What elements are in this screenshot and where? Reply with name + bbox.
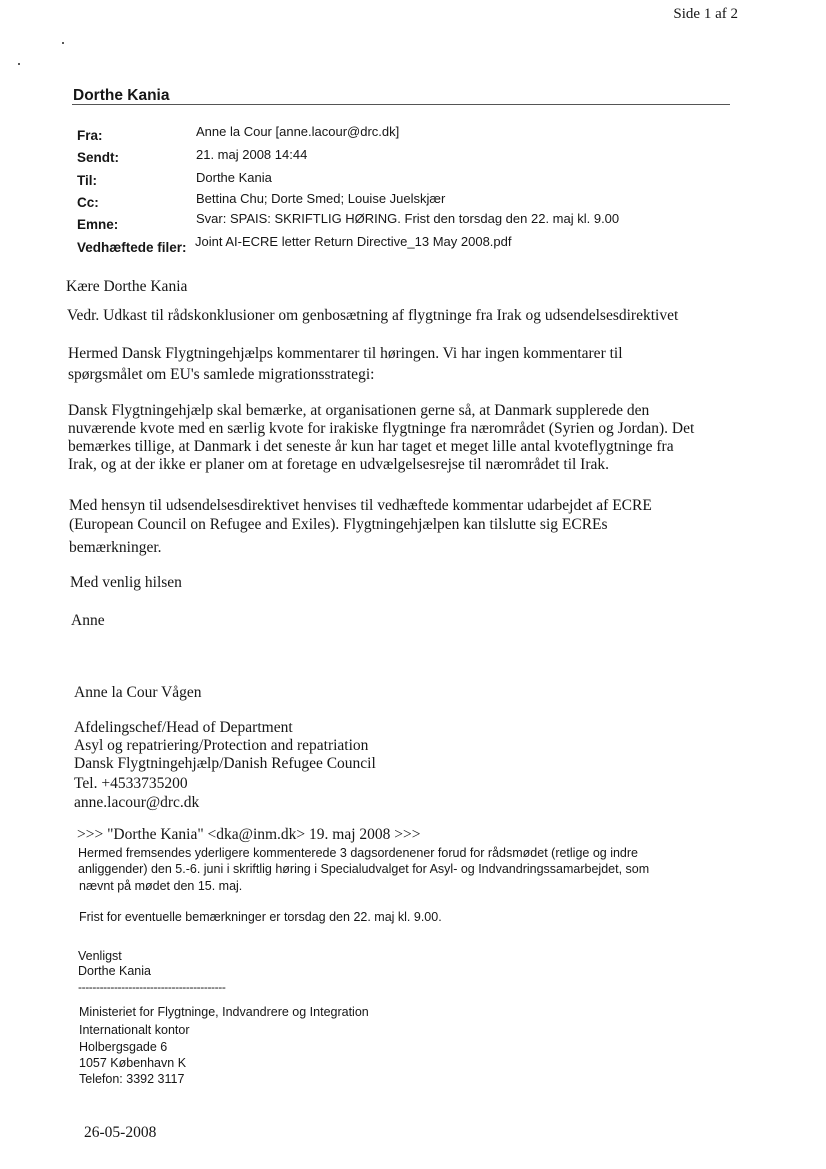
attachments-value: Joint AI-ECRE letter Return Directive_13 May 2008.pdf xyxy=(195,234,512,249)
to-label: Til: xyxy=(77,173,97,188)
subject-line: Vedr. Udkast til rådskonklusioner om genbosætning af flygtninge fra Irak og udsendelsesdirektivet xyxy=(67,307,679,324)
first-name: Anne xyxy=(71,612,105,629)
paragraph-line: nuværende kvote med en særlig kvote for irakiske flygtninge fra nærområdet (Syrien og Jordan). Det xyxy=(68,420,695,437)
forwarded-line: anliggender) den 5.-6. juni i skriftlig høring i Specialudvalget for Asyl- og Indvandringssamarbejdet, som xyxy=(78,862,650,876)
paragraph-line: Dansk Flygtningehjælp skal bemærke, at organisationen gerne så, at Danmark supplerede den xyxy=(68,402,650,419)
closing: Med venlig hilsen xyxy=(70,574,182,591)
forwarded-header: >>> "Dorthe Kania" <dka@inm.dk> 19. maj 2008 >>> xyxy=(77,826,421,843)
greeting: Kære Dorthe Kania xyxy=(66,278,188,295)
signature-line: Tel. +4533735200 xyxy=(74,775,188,792)
org-line: 1057 København K xyxy=(79,1056,187,1070)
forwarded-line: nævnt på mødet den 15. maj. xyxy=(79,879,243,893)
sender-name: Dorthe Kania xyxy=(73,87,170,104)
forwarded-divider: ----------------------------------------- xyxy=(78,980,226,994)
signature-line: Asyl og repatriering/Protection and repatriation xyxy=(74,737,369,754)
from-label: Fra: xyxy=(77,128,103,143)
forwarded-greeting: Venligst xyxy=(78,949,122,963)
forwarded-deadline: Frist for eventuelle bemærkninger er torsdag den 22. maj kl. 9.00. xyxy=(79,910,442,924)
scan-speck xyxy=(18,63,20,65)
sent-label: Sendt: xyxy=(77,150,119,165)
cc-value: Bettina Chu; Dorte Smed; Louise Juelskjær xyxy=(196,191,446,206)
org-line: Ministeriet for Flygtninge, Indvandrere og Integration xyxy=(79,1005,369,1019)
signature-email: anne.lacour@drc.dk xyxy=(74,794,200,811)
signature-line: Dansk Flygtningehjælp/Danish Refugee Council xyxy=(74,755,376,772)
paragraph-line: spørgsmålet om EU's samlede migrationsstrategi: xyxy=(68,366,375,383)
from-value: Anne la Cour [anne.lacour@drc.dk] xyxy=(196,124,400,139)
signature-line: Afdelingschef/Head of Department xyxy=(74,719,293,736)
page-number: Side 1 af 2 xyxy=(673,6,738,22)
header-divider xyxy=(72,104,730,105)
sent-value: 21. maj 2008 14:44 xyxy=(196,147,308,162)
paragraph-line: bemærkninger. xyxy=(69,539,162,556)
paragraph-line: Med hensyn til udsendelsesdirektivet henvises til vedhæftede kommentar udarbejdet af ECRE xyxy=(69,497,652,514)
forwarded-name: Dorthe Kania xyxy=(78,964,151,978)
subject-value: Svar: SPAIS: SKRIFTLIG HØRING. Frist den torsdag den 22. maj kl. 9.00 xyxy=(196,211,620,226)
paragraph-line: (European Council on Refugee and Exiles). Flygtningehjælpen kan tilslutte sig ECREs xyxy=(69,516,608,533)
paragraph-line: Irak, og at der ikke er planer om at foretage en udvælgelsesrejse til nærområdet til Irak. xyxy=(68,456,610,473)
org-line: Internationalt kontor xyxy=(79,1023,190,1037)
print-date: 26-05-2008 xyxy=(84,1124,157,1141)
signature-name: Anne la Cour Vågen xyxy=(74,684,202,701)
attachments-label: Vedhæftede filer: xyxy=(77,240,187,255)
cc-label: Cc: xyxy=(77,195,99,210)
subject-label: Emne: xyxy=(77,217,119,232)
paragraph-line: Hermed Dansk Flygtningehjælps kommentarer til høringen. Vi har ingen kommentarer til xyxy=(68,345,623,362)
org-line: Holbergsgade 6 xyxy=(79,1040,168,1054)
scan-speck xyxy=(62,42,64,44)
to-value: Dorthe Kania xyxy=(196,170,272,185)
org-line: Telefon: 3392 3117 xyxy=(79,1072,185,1086)
forwarded-line: Hermed fremsendes yderligere kommenterede 3 dagsordenener forud for rådsmødet (retlige og indre xyxy=(78,846,639,860)
paragraph-line: bemærkes tillige, at Danmark i det seneste år kun har taget et meget lille antal kvoteflygtninge fra xyxy=(68,438,674,455)
